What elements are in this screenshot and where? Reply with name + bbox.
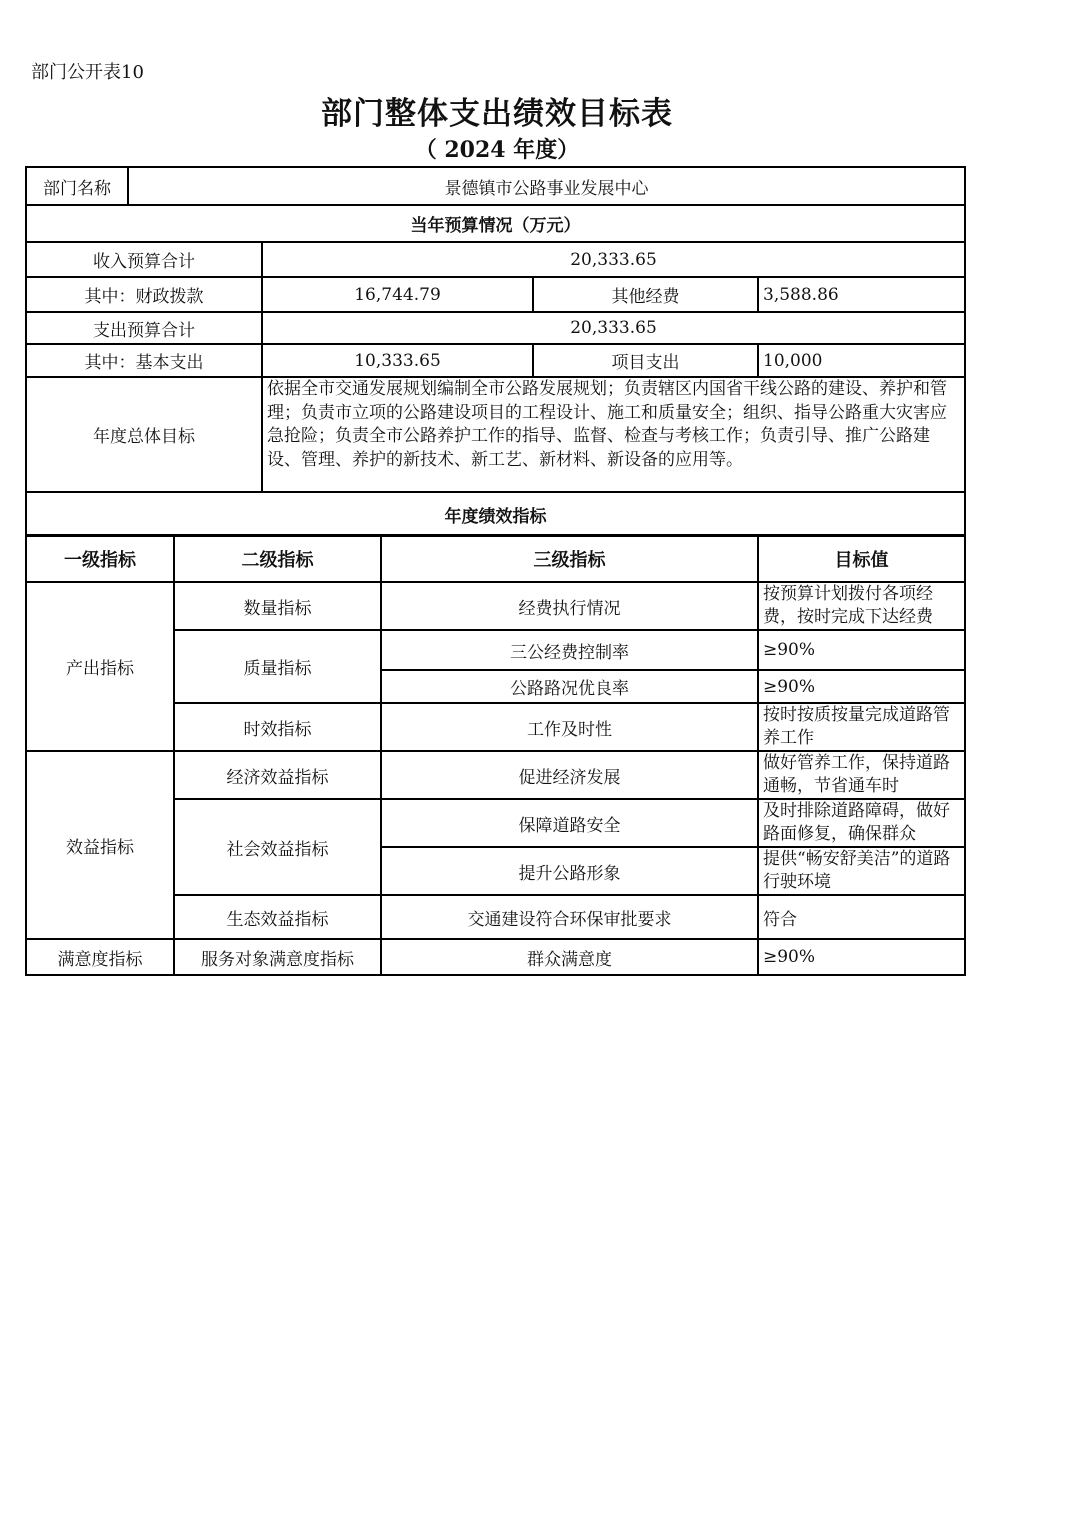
header-row	[26, 535, 965, 582]
level3-cell: 工作及时性	[381, 703, 758, 751]
dept-name: 景德镇市公路事业发展中心	[128, 167, 965, 205]
table-row	[26, 751, 965, 799]
annual-goal-text: 依据全市交通发展规划编制全市公路发展规划；负责辖区内国省干线公路的建设、养护和管理；负责市立项的公路建设项目的工程设计、施工和质量安全；组织、指导公路重大灾害应急抢险；负责全市公路养护工作的指导、监督、检查与考核工作；负责引导、推广公路建设、管理、养护的新技术、新工艺、新材料、新设备的应用等。	[262, 377, 965, 492]
income-total-row	[26, 242, 965, 277]
header-level2: 二级指标	[174, 535, 381, 582]
other-label: 其他经费	[533, 277, 758, 312]
level3-cell: 经费执行情况	[381, 582, 758, 630]
level2-social: 社会效益指标	[174, 799, 381, 895]
page-title: 部门整体支出绩效目标表	[321, 96, 673, 132]
level2-quality: 质量指标	[174, 630, 381, 703]
annual-goal-label: 年度总体目标	[26, 377, 262, 492]
basic-row	[26, 344, 965, 377]
header-target: 目标值	[758, 535, 965, 582]
expense-total-label: 支出预算合计	[26, 312, 262, 344]
performance-table	[25, 534, 966, 976]
income-total-label: 收入预算合计	[26, 242, 262, 277]
form-number: 部门公开表10	[31, 62, 144, 83]
budget-section-row	[26, 205, 965, 242]
target-cell: ≥90%	[758, 630, 965, 670]
level1-benefit: 效益指标	[26, 751, 174, 939]
expense-total-value: 20,333.65	[262, 312, 965, 344]
dept-label: 部门名称	[26, 167, 128, 205]
fiscal-row	[26, 277, 965, 312]
level1-satisfaction: 满意度指标	[26, 939, 174, 975]
fiscal-value: 16,744.79	[262, 277, 533, 312]
perf-section-title: 年度绩效指标	[26, 492, 965, 536]
target-cell: ≥90%	[758, 939, 965, 975]
level1-output: 产出指标	[26, 582, 174, 751]
level2-service-satisfaction: 服务对象满意度指标	[174, 939, 381, 975]
level2-ecological: 生态效益指标	[174, 895, 381, 939]
project-value: 10,000	[758, 344, 965, 377]
expense-total-row	[26, 312, 965, 344]
target-cell: 做好管养工作，保持道路通畅，节省通车时	[758, 751, 965, 799]
other-value: 3,588.86	[758, 277, 965, 312]
level3-cell: 公路路况优良率	[381, 670, 758, 703]
level2-quantity: 数量指标	[174, 582, 381, 630]
perf-section-row	[26, 492, 965, 536]
level3-cell: 交通建设符合环保审批要求	[381, 895, 758, 939]
level2-economic: 经济效益指标	[174, 751, 381, 799]
annual-goal-row	[26, 377, 965, 492]
target-cell: 及时排除道路障碍，做好路面修复，确保群众	[758, 799, 965, 847]
budget-section-title: 当年预算情况（万元）	[26, 205, 965, 242]
fiscal-label: 其中：财政拨款	[26, 277, 262, 312]
level3-cell: 三公经费控制率	[381, 630, 758, 670]
table-row	[26, 939, 965, 975]
target-cell: 按预算计划拨付各项经费，按时完成下达经费	[758, 582, 965, 630]
level3-cell: 促进经济发展	[381, 751, 758, 799]
level3-cell: 保障道路安全	[381, 799, 758, 847]
target-cell: 提供“畅安舒美洁”的道路行驶环境	[758, 847, 965, 895]
target-cell: ≥90%	[758, 670, 965, 703]
dept-row	[26, 167, 965, 205]
basic-value: 10,333.65	[262, 344, 533, 377]
level3-cell: 群众满意度	[381, 939, 758, 975]
budget-info-table	[25, 166, 966, 537]
target-cell: 按时按质按量完成道路管养工作	[758, 703, 965, 751]
header-level3: 三级指标	[381, 535, 758, 582]
basic-label: 其中：基本支出	[26, 344, 262, 377]
income-total-value: 20,333.65	[262, 242, 965, 277]
header-level1: 一级指标	[26, 535, 174, 582]
project-label: 项目支出	[533, 344, 758, 377]
target-cell: 符合	[758, 895, 965, 939]
year-subtitle: （ 2024 年度）	[414, 137, 580, 163]
level3-cell: 提升公路形象	[381, 847, 758, 895]
level2-timeliness: 时效指标	[174, 703, 381, 751]
table-row	[26, 582, 965, 630]
